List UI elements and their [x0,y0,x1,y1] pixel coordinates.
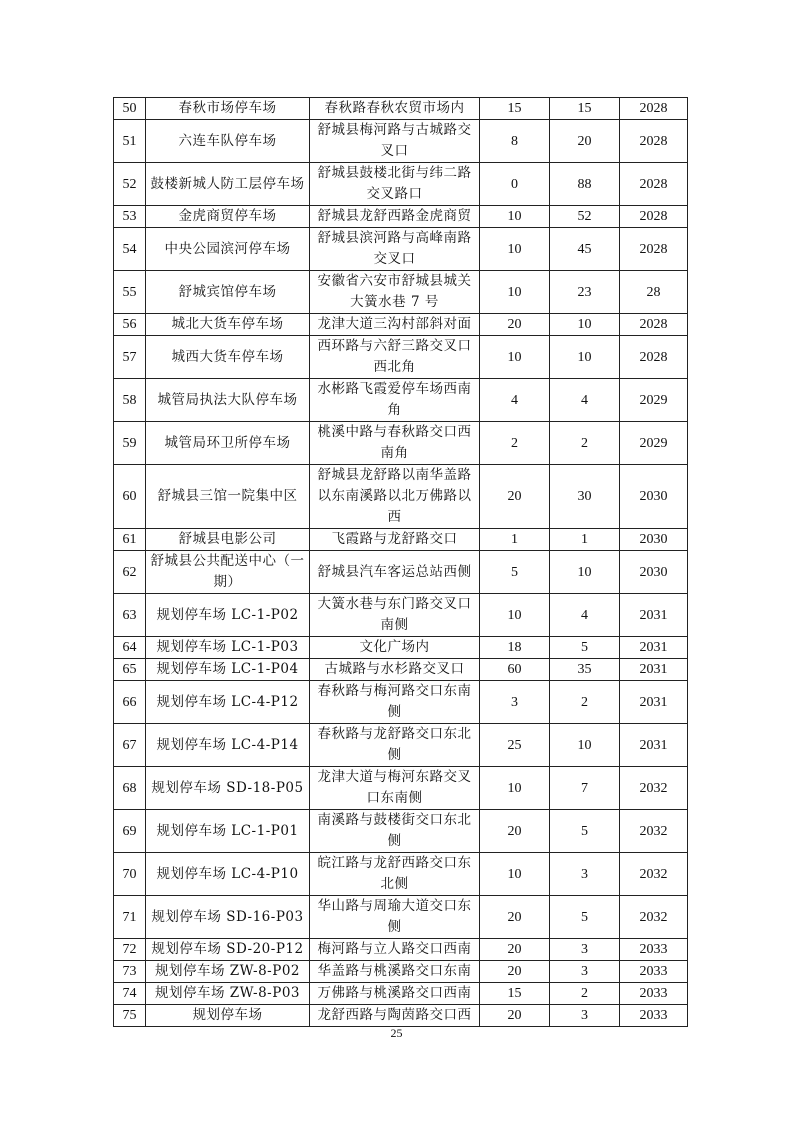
value-b: 3 [550,853,620,896]
value-b: 5 [550,637,620,659]
planned-year: 2029 [620,379,688,422]
row-number: 71 [114,896,146,939]
table-body [114,98,688,1027]
parking-lot-location: 舒城县龙舒西路金虎商贸 [310,206,480,228]
value-b: 7 [550,767,620,810]
value-b: 10 [550,314,620,336]
value-b: 4 [550,379,620,422]
value-a: 18 [480,637,550,659]
value-a: 20 [480,939,550,961]
planned-year: 2031 [620,681,688,724]
planned-year: 2033 [620,983,688,1005]
parking-lot-location: 舒城县汽车客运总站西侧 [310,551,480,594]
parking-lot-location: 大簧水巷与东门路交叉口南侧 [310,594,480,637]
value-a: 8 [480,120,550,163]
value-b: 35 [550,659,620,681]
table-row [114,724,688,767]
table-row [114,98,688,120]
table-row [114,939,688,961]
parking-lot-location: 舒城县鼓楼北街与纬二路交叉路口 [310,163,480,206]
parking-lot-location: 舒城县龙舒路以南华盖路以东南溪路以北万佛路以西 [310,465,480,529]
value-b: 3 [550,1005,620,1027]
parking-lot-name: 城北大货车停车场 [146,314,310,336]
value-a: 1 [480,529,550,551]
parking-lot-location: 西环路与六舒三路交叉口西北角 [310,336,480,379]
parking-lot-name: 规划停车场 SD-20-P12 [146,939,310,961]
value-b: 4 [550,594,620,637]
parking-lot-table [113,97,688,1027]
parking-lot-name: 规划停车场 LC-4-P14 [146,724,310,767]
table-row [114,314,688,336]
row-number: 50 [114,98,146,120]
row-number: 62 [114,551,146,594]
planned-year: 2028 [620,98,688,120]
value-a: 15 [480,983,550,1005]
parking-lot-name: 规划停车场 LC-1-P03 [146,637,310,659]
value-b: 20 [550,120,620,163]
row-number: 58 [114,379,146,422]
value-a: 10 [480,767,550,810]
value-a: 25 [480,724,550,767]
planned-year: 2033 [620,961,688,983]
row-number: 63 [114,594,146,637]
planned-year: 2028 [620,163,688,206]
table-row [114,206,688,228]
planned-year: 2031 [620,594,688,637]
parking-lot-location: 华山路与周瑜大道交口东侧 [310,896,480,939]
parking-lot-name: 城西大货车停车场 [146,336,310,379]
row-number: 73 [114,961,146,983]
parking-lot-name: 舒城县电影公司 [146,529,310,551]
planned-year: 2032 [620,896,688,939]
planned-year: 2033 [620,1005,688,1027]
parking-lot-name: 规划停车场 LC-1-P02 [146,594,310,637]
planned-year: 2028 [620,120,688,163]
value-b: 3 [550,939,620,961]
table-row [114,637,688,659]
value-a: 2 [480,422,550,465]
value-b: 10 [550,336,620,379]
row-number: 68 [114,767,146,810]
parking-lot-location: 飞霞路与龙舒路交口 [310,529,480,551]
row-number: 54 [114,228,146,271]
value-b: 2 [550,681,620,724]
planned-year: 2030 [620,465,688,529]
value-b: 23 [550,271,620,314]
value-a: 20 [480,465,550,529]
value-b: 52 [550,206,620,228]
value-b: 1 [550,529,620,551]
value-b: 45 [550,228,620,271]
parking-lot-location: 龙津大道与梅河东路交叉口东南侧 [310,767,480,810]
value-b: 88 [550,163,620,206]
table-row [114,681,688,724]
value-a: 20 [480,810,550,853]
planned-year: 2028 [620,314,688,336]
table-row [114,163,688,206]
planned-year: 2032 [620,810,688,853]
parking-lot-location: 皖江路与龙舒西路交口东北侧 [310,853,480,896]
row-number: 69 [114,810,146,853]
table-row [114,551,688,594]
table-row [114,853,688,896]
table-row [114,659,688,681]
parking-lot-name: 舒城宾馆停车场 [146,271,310,314]
parking-lot-name: 城管局环卫所停车场 [146,422,310,465]
parking-lot-location: 古城路与水杉路交叉口 [310,659,480,681]
parking-lot-location: 安徽省六安市舒城县城关大簧水巷 7 号 [310,271,480,314]
table-row [114,271,688,314]
table-row [114,983,688,1005]
parking-lot-location: 桃溪中路与春秋路交口西南角 [310,422,480,465]
parking-lot-name: 规划停车场 SD-18-P05 [146,767,310,810]
value-a: 10 [480,206,550,228]
row-number: 67 [114,724,146,767]
page-number: 25 [390,1026,403,1040]
planned-year: 2028 [620,206,688,228]
value-a: 20 [480,1005,550,1027]
value-a: 10 [480,228,550,271]
value-b: 5 [550,896,620,939]
parking-lot-name: 春秋市场停车场 [146,98,310,120]
value-a: 10 [480,594,550,637]
row-number: 72 [114,939,146,961]
planned-year: 2028 [620,336,688,379]
parking-lot-name: 舒城县三馆一院集中区 [146,465,310,529]
table-row [114,379,688,422]
value-a: 20 [480,314,550,336]
table-row [114,961,688,983]
table-row [114,465,688,529]
parking-lot-name: 舒城县公共配送中心（一期） [146,551,310,594]
value-b: 3 [550,961,620,983]
table-row [114,422,688,465]
value-b: 10 [550,551,620,594]
row-number: 52 [114,163,146,206]
parking-lot-name: 规划停车场 LC-1-P04 [146,659,310,681]
parking-lot-location: 春秋路与龙舒路交口东北侧 [310,724,480,767]
parking-lot-name: 规划停车场 ZW-8-P03 [146,983,310,1005]
parking-lot-name: 规划停车场 [146,1005,310,1027]
parking-lot-location: 龙舒西路与陶茵路交口西 [310,1005,480,1027]
value-a: 15 [480,98,550,120]
value-a: 5 [480,551,550,594]
row-number: 57 [114,336,146,379]
parking-lot-location: 龙津大道三沟村部斜对面 [310,314,480,336]
parking-lot-name: 规划停车场 LC-4-P12 [146,681,310,724]
planned-year: 28 [620,271,688,314]
value-b: 10 [550,724,620,767]
parking-lot-location: 梅河路与立人路交口西南 [310,939,480,961]
value-a: 60 [480,659,550,681]
planned-year: 2028 [620,228,688,271]
row-number: 64 [114,637,146,659]
planned-year: 2030 [620,529,688,551]
row-number: 53 [114,206,146,228]
value-b: 30 [550,465,620,529]
table-row [114,1005,688,1027]
planned-year: 2031 [620,637,688,659]
value-b: 2 [550,983,620,1005]
row-number: 65 [114,659,146,681]
parking-lot-name: 六连车队停车场 [146,120,310,163]
parking-lot-name: 规划停车场 LC-4-P10 [146,853,310,896]
parking-lot-name: 规划停车场 ZW-8-P02 [146,961,310,983]
parking-lot-location: 舒城县滨河路与高峰南路交叉口 [310,228,480,271]
planned-year: 2031 [620,724,688,767]
parking-lot-name: 中央公园滨河停车场 [146,228,310,271]
value-b: 2 [550,422,620,465]
table-row [114,767,688,810]
value-a: 10 [480,853,550,896]
row-number: 70 [114,853,146,896]
planned-year: 2032 [620,767,688,810]
table-row [114,896,688,939]
value-a: 10 [480,271,550,314]
table-row [114,120,688,163]
value-a: 10 [480,336,550,379]
value-a: 3 [480,681,550,724]
parking-lot-location: 华盖路与桃溪路交口东南 [310,961,480,983]
row-number: 56 [114,314,146,336]
row-number: 60 [114,465,146,529]
row-number: 74 [114,983,146,1005]
value-a: 20 [480,961,550,983]
parking-lot-location: 春秋路春秋农贸市场内 [310,98,480,120]
planned-year: 2033 [620,939,688,961]
planned-year: 2030 [620,551,688,594]
value-a: 0 [480,163,550,206]
row-number: 51 [114,120,146,163]
row-number: 75 [114,1005,146,1027]
parking-lot-location: 舒城县梅河路与古城路交叉口 [310,120,480,163]
parking-lot-location: 水彬路飞霞爱停车场西南角 [310,379,480,422]
table-row [114,594,688,637]
parking-lot-name: 规划停车场 SD-16-P03 [146,896,310,939]
value-a: 20 [480,896,550,939]
parking-lot-location: 春秋路与梅河路交口东南侧 [310,681,480,724]
table-row [114,228,688,271]
parking-lot-location: 文化广场内 [310,637,480,659]
parking-lot-name: 金虎商贸停车场 [146,206,310,228]
row-number: 55 [114,271,146,314]
parking-lot-name: 城管局执法大队停车场 [146,379,310,422]
value-a: 4 [480,379,550,422]
planned-year: 2031 [620,659,688,681]
value-b: 5 [550,810,620,853]
planned-year: 2029 [620,422,688,465]
parking-lot-name: 规划停车场 LC-1-P01 [146,810,310,853]
table-row [114,810,688,853]
value-b: 15 [550,98,620,120]
row-number: 66 [114,681,146,724]
planned-year: 2032 [620,853,688,896]
row-number: 61 [114,529,146,551]
parking-lot-name: 鼓楼新城人防工层停车场 [146,163,310,206]
table-row [114,336,688,379]
parking-lot-location: 万佛路与桃溪路交口西南 [310,983,480,1005]
parking-lot-location: 南溪路与鼓楼街交口东北侧 [310,810,480,853]
row-number: 59 [114,422,146,465]
table-row [114,529,688,551]
